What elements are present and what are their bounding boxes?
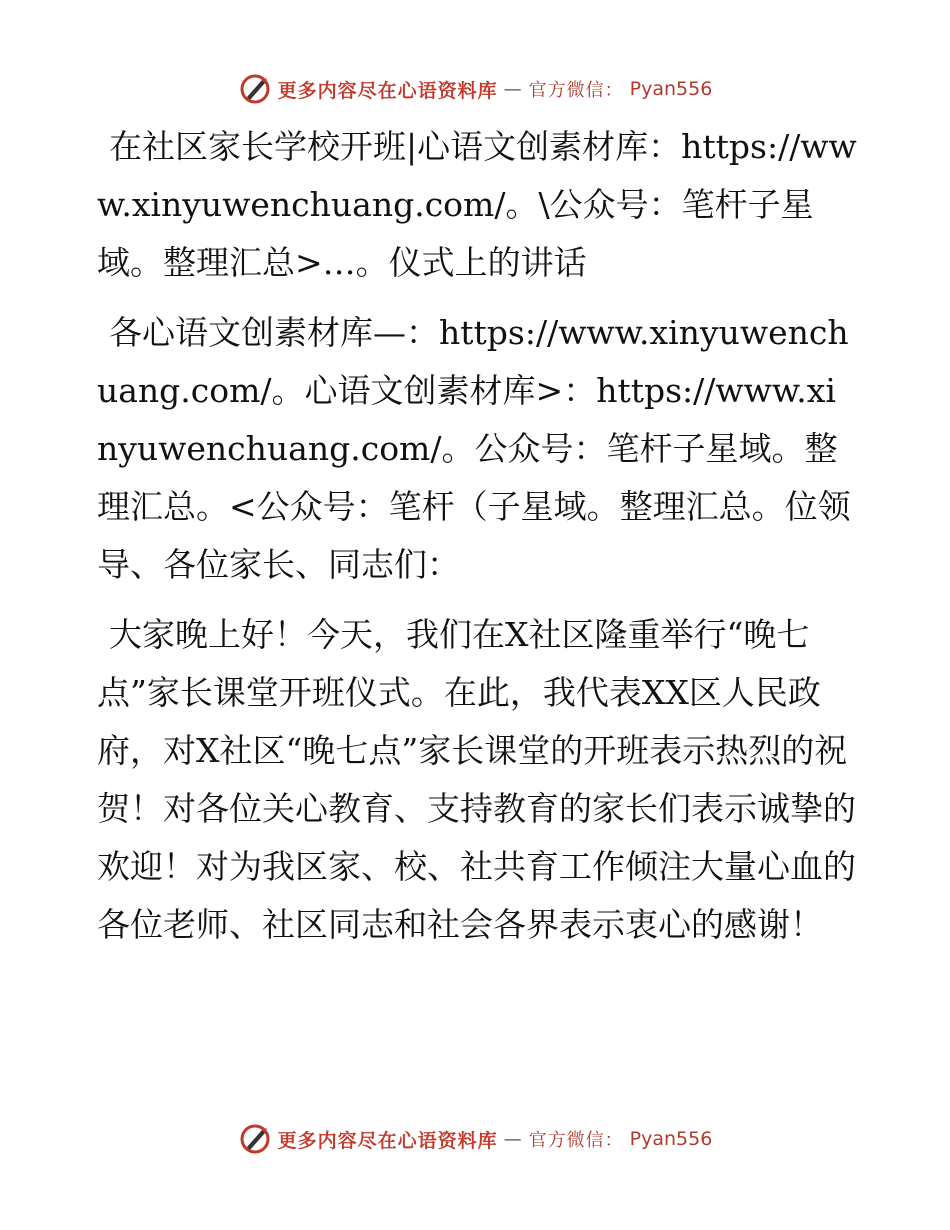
banner-main-text: 更多内容尽在心语资料库	[277, 1129, 498, 1152]
paragraph-text: 在社区家长学校开班|心语文创素材库：https://www.xinyuwenchuang.com/。\公众号：笔杆子星域。整理汇总>…。仪式上的讲话	[97, 127, 857, 282]
document-body	[97, 118, 857, 966]
header-banner	[0, 72, 950, 106]
pen-logo-icon	[238, 1122, 272, 1156]
banner-main-text: 更多内容尽在心语资料库	[277, 79, 498, 102]
footer-banner	[0, 1122, 950, 1156]
paragraph-speech	[97, 606, 857, 954]
banner-separator: —	[503, 78, 523, 100]
banner-wechat-id: Pyan556	[629, 78, 713, 100]
pen-logo-icon	[238, 72, 272, 106]
paragraph-title	[97, 118, 857, 292]
paragraph-text: 各心语文创素材库—：https://www.xinyuwenchuang.com/。心语文创素材库>：https://www.xinyuwenchuang.com/。公众号：笔杆子星域。整理汇总。<公众号：笔杆（子星域。整理汇总。位领导、各位家长、同志们：	[97, 313, 851, 584]
banner-wechat-id: Pyan556	[629, 1128, 713, 1150]
paragraph-text: 大家晚上好！今天，我们在X社区隆重举行“晚七点”家长课堂开班仪式。在此，我代表XX区人民政府，对X社区“晚七点”家长课堂的开班表示热烈的祝贺！对各位关心教育、支持教育的家长们表示诚挚的欢迎！对为我区家、校、社共育工作倾注大量心血的各位老师、社区同志和社会各界表示衷心的感谢！	[97, 615, 856, 944]
banner-separator: —	[503, 1128, 523, 1150]
banner-wechat-label: 官方微信：	[528, 80, 624, 101]
banner-wechat-label: 官方微信：	[528, 1130, 624, 1151]
paragraph-greeting	[97, 304, 857, 594]
